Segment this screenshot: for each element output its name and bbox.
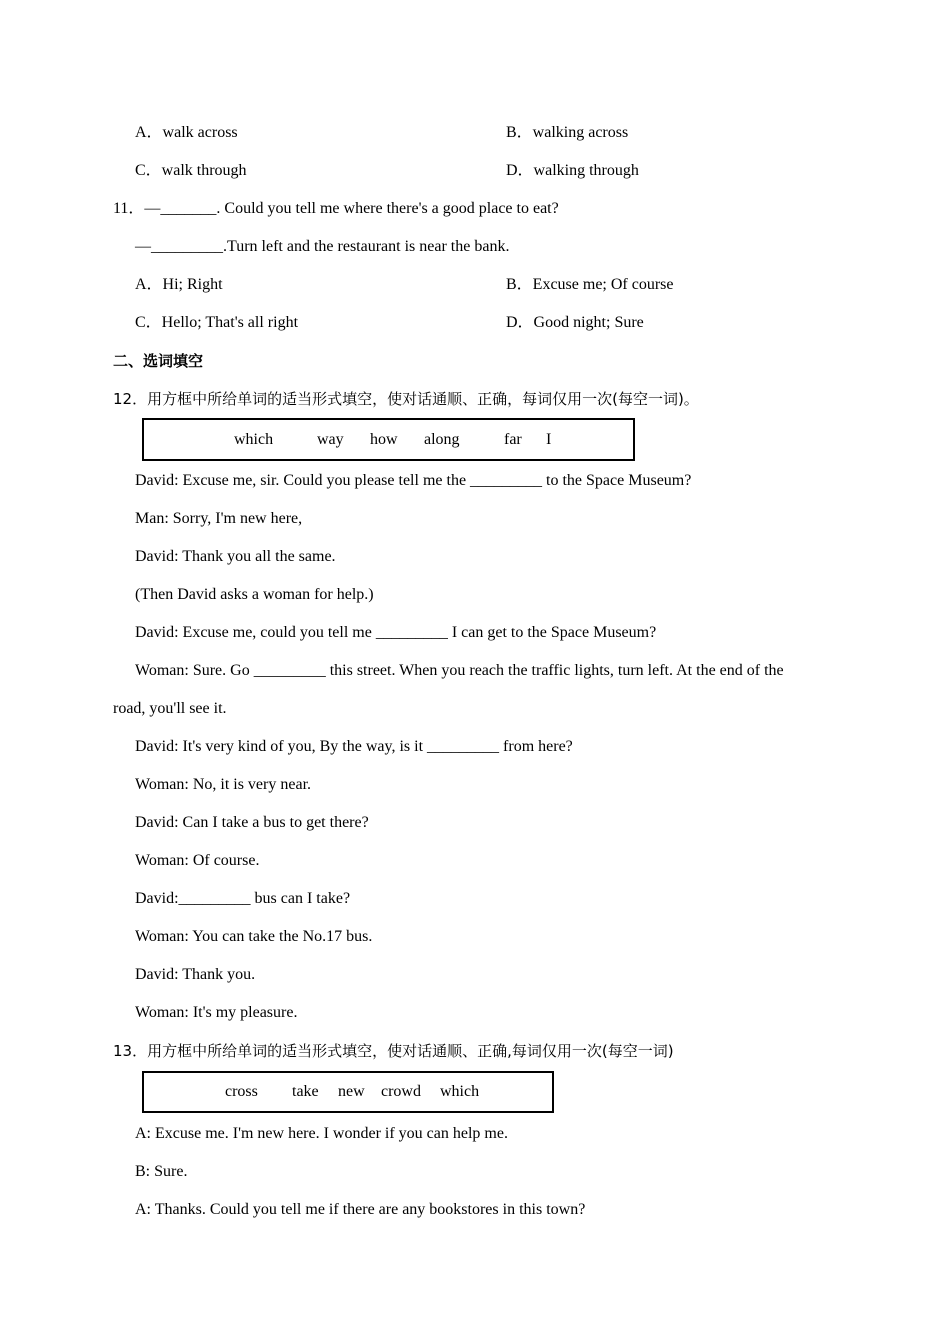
dialogue-line: David:_________ bus can I take? bbox=[135, 890, 351, 907]
dialogue-line: Man: Sorry, I'm new here, bbox=[135, 510, 303, 527]
q13-word: new bbox=[338, 1083, 365, 1100]
q10-option-d: D．walking through bbox=[506, 162, 639, 179]
q12-word: I bbox=[546, 430, 552, 448]
dialogue-line: Woman: Sure. Go _________ this street. When you reach the traffic lights, turn left. At the end of the bbox=[135, 662, 784, 679]
q11-line2: —_________.Turn left and the restaurant is near the bank. bbox=[135, 238, 510, 255]
q12-word: far bbox=[504, 430, 522, 448]
dialogue-line: A: Thanks. Could you tell me if there are any bookstores in this town? bbox=[135, 1201, 586, 1218]
q12-word: how bbox=[370, 430, 398, 448]
q12-instruction: 12．用方框中所给单词的适当形式填空，使对话通顺、正确，每词仅用一次(每空一词)。 bbox=[113, 390, 699, 408]
dialogue-line: David: Thank you all the same. bbox=[135, 548, 336, 565]
dialogue-line: road, you'll see it. bbox=[113, 700, 227, 717]
q11-option-d: D．Good night; Sure bbox=[506, 314, 644, 331]
q11-stem: 11．—_______. Could you tell me where there's a good place to eat? bbox=[113, 200, 559, 217]
dialogue-line: David: Can I take a bus to get there? bbox=[135, 814, 369, 831]
dialogue-line: (Then David asks a woman for help.) bbox=[135, 586, 374, 603]
q11-option-c: C．Hello; That's all right bbox=[135, 314, 299, 331]
q13-word: cross bbox=[225, 1083, 258, 1100]
dialogue-line: David: Thank you. bbox=[135, 966, 256, 983]
q12-word: along bbox=[424, 430, 460, 448]
dialogue-line: Woman: Of course. bbox=[135, 852, 260, 869]
q13-word: which bbox=[440, 1083, 480, 1100]
dialogue-line: Woman: It's my pleasure. bbox=[135, 1004, 298, 1021]
q12-word-box bbox=[142, 418, 635, 461]
q13-word: take bbox=[292, 1083, 319, 1100]
dialogue-line: David: Excuse me, sir. Could you please tell me the _________ to the Space Museum? bbox=[135, 472, 692, 489]
dialogue-line: B: Sure. bbox=[135, 1163, 188, 1180]
q10-option-c: C．walk through bbox=[135, 162, 247, 179]
q11-option-a: A．Hi; Right bbox=[135, 276, 223, 293]
q12-word: which bbox=[234, 430, 274, 448]
q13-word-box bbox=[142, 1071, 554, 1113]
section-heading: 二、选词填空 bbox=[113, 352, 204, 370]
dialogue-line: David: It's very kind of you, By the way, is it _________ from here? bbox=[135, 738, 573, 755]
dialogue-line: Woman: No, it is very near. bbox=[135, 776, 312, 793]
dialogue-line: David: Excuse me, could you tell me _________ I can get to the Space Museum? bbox=[135, 624, 657, 641]
q13-word: crowd bbox=[381, 1083, 421, 1100]
q11-option-b: B．Excuse me; Of course bbox=[506, 276, 674, 293]
q13-instruction: 13．用方框中所给单词的适当形式填空，使对话通顺、正确,每词仅用一次(每空一词) bbox=[113, 1042, 674, 1060]
dialogue-line: A: Excuse me. I'm new here. I wonder if you can help me. bbox=[135, 1125, 508, 1142]
q10-option-a: A．walk across bbox=[135, 124, 238, 141]
q12-word: way bbox=[317, 430, 344, 448]
dialogue-line: Woman: You can take the No.17 bus. bbox=[135, 928, 373, 945]
q10-option-b: B．walking across bbox=[506, 124, 629, 141]
